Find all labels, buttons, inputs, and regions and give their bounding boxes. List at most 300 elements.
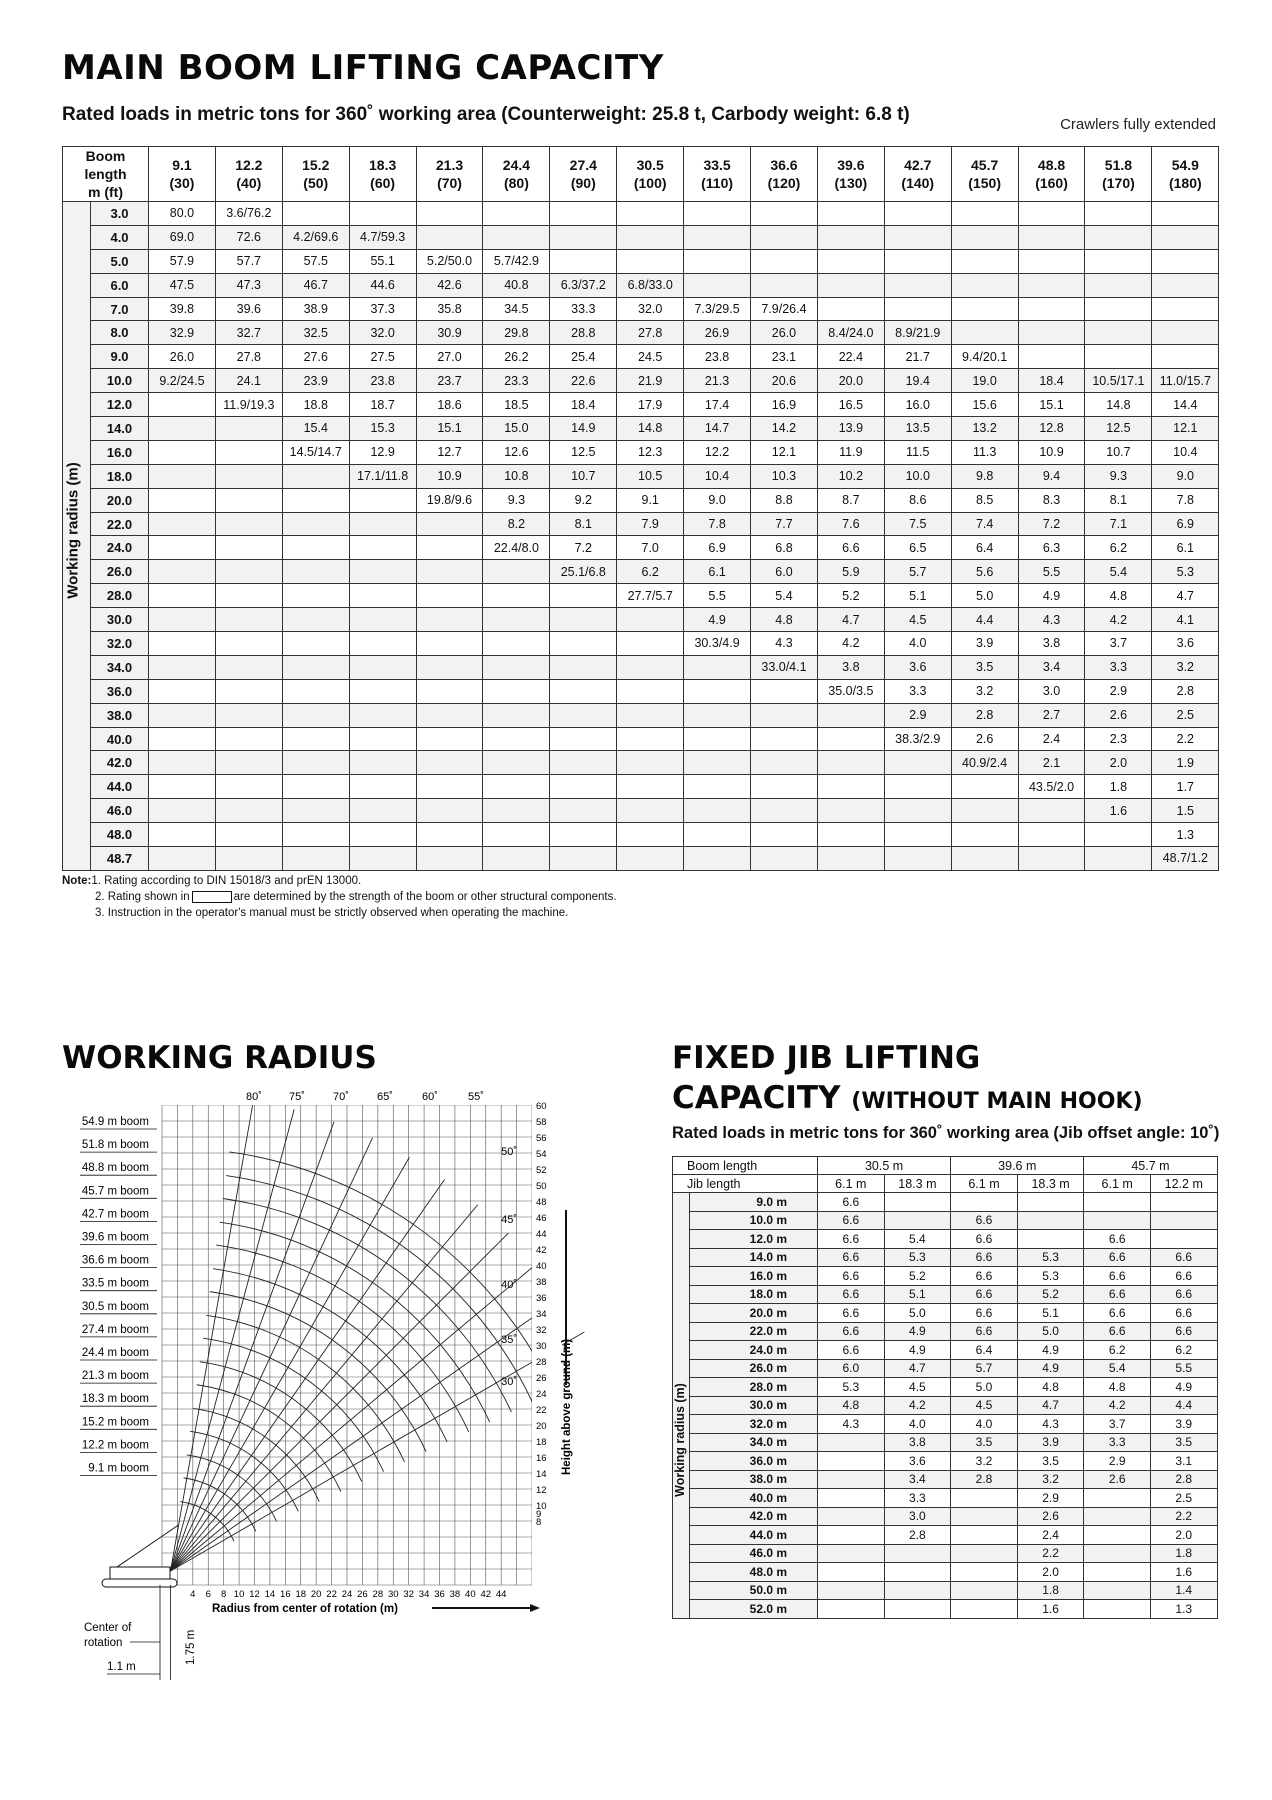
capacity-cell: 47.5 — [149, 273, 216, 297]
table-row — [673, 1470, 1218, 1489]
table-row — [63, 536, 1219, 560]
capacity-cell — [416, 703, 483, 727]
boom-length-header — [215, 147, 282, 202]
capacity-cell: 7.9/26.4 — [751, 297, 818, 321]
jib-capacity-cell: 6.6 — [818, 1267, 885, 1286]
capacity-cell — [416, 751, 483, 775]
capacity-cell: 72.6 — [215, 225, 282, 249]
capacity-cell — [416, 727, 483, 751]
boom-label: 12.2 m boom — [81, 1439, 149, 1452]
jib-capacity-cell: 1.8 — [1017, 1581, 1084, 1600]
capacity-cell: 4.2/69.6 — [282, 225, 349, 249]
jib-capacity-cell — [951, 1563, 1018, 1582]
capacity-cell: 8.3 — [1018, 488, 1085, 512]
jib-radius-cell: 9.0 m — [690, 1193, 818, 1212]
radius-cell: 46.0 — [91, 799, 149, 823]
table-row — [673, 1600, 1218, 1619]
radius-cell: 10.0 — [91, 369, 149, 393]
height-tick: 26 — [536, 1373, 547, 1384]
jib-capacity-cell: 5.0 — [884, 1304, 951, 1323]
capacity-cell — [349, 679, 416, 703]
boom-length-m: 9.1 — [172, 157, 192, 173]
capacity-cell: 8.8 — [751, 488, 818, 512]
capacity-cell: 6.9 — [684, 536, 751, 560]
jib-capacity-cell — [818, 1526, 885, 1545]
boom-length-header — [550, 147, 617, 202]
jib-capacity-cell: 5.7 — [951, 1359, 1018, 1378]
table-row — [63, 297, 1219, 321]
jib-capacity-cell: 6.6 — [1084, 1267, 1151, 1286]
table-row — [63, 799, 1219, 823]
capacity-cell: 4.0 — [884, 632, 951, 656]
jib-capacity-cell: 4.0 — [884, 1415, 951, 1434]
capacity-cell: 26.9 — [684, 321, 751, 345]
boom-length-ft: (90) — [570, 175, 596, 191]
capacity-cell — [1152, 321, 1219, 345]
capacity-cell: 5.5 — [684, 584, 751, 608]
capacity-cell — [349, 703, 416, 727]
boom-length-ft: (120) — [767, 175, 801, 191]
boom-length-m: 18.3 — [369, 157, 397, 173]
note-box-icon — [192, 891, 232, 903]
jib-capacity-cell: 6.6 — [951, 1322, 1018, 1341]
capacity-cell: 14.2 — [751, 417, 818, 441]
angle-label-top: 80˚ — [246, 1091, 262, 1103]
capacity-cell: 10.0 — [884, 464, 951, 488]
capacity-cell: 8.7 — [817, 488, 884, 512]
jib-capacity-cell: 1.3 — [1150, 1600, 1217, 1619]
capacity-cell — [349, 584, 416, 608]
capacity-cell: 19.8/9.6 — [416, 488, 483, 512]
capacity-cell: 39.6 — [215, 297, 282, 321]
capacity-cell — [617, 751, 684, 775]
capacity-cell: 2.6 — [1085, 703, 1152, 727]
capacity-cell — [483, 751, 550, 775]
jib-capacity-cell: 2.0 — [1150, 1526, 1217, 1545]
capacity-cell: 4.1 — [1152, 608, 1219, 632]
capacity-cell — [349, 655, 416, 679]
table-row — [63, 202, 1219, 226]
jib-capacity-cell: 1.6 — [1150, 1563, 1217, 1582]
capacity-cell: 4.9 — [1018, 584, 1085, 608]
jib-capacity-cell — [1084, 1211, 1151, 1230]
capacity-cell — [817, 297, 884, 321]
capacity-cell: 24.5 — [617, 345, 684, 369]
capacity-cell — [349, 488, 416, 512]
note-2a: 2. Rating shown in — [95, 891, 190, 903]
capacity-cell: 16.0 — [884, 393, 951, 417]
radius-cell: 9.0 — [91, 345, 149, 369]
capacity-cell: 26.0 — [149, 345, 216, 369]
radius-tick: 8 — [221, 1589, 227, 1600]
capacity-cell — [349, 775, 416, 799]
jib-capacity-cell: 3.2 — [951, 1452, 1018, 1471]
jib-capacity-cell: 3.6 — [884, 1452, 951, 1471]
capacity-cell: 23.1 — [751, 345, 818, 369]
capacity-cell: 10.2 — [817, 464, 884, 488]
height-tick: 14 — [536, 1469, 547, 1480]
jib-capacity-cell — [818, 1544, 885, 1563]
jib-capacity-cell — [1084, 1193, 1151, 1212]
jib-working-radius-axis-label: Working radius (m) — [672, 1383, 687, 1497]
jib-length-header: 6.1 m — [1084, 1175, 1151, 1193]
jib-radius-cell: 16.0 m — [690, 1267, 818, 1286]
jib-capacity-cell: 3.5 — [951, 1433, 1018, 1452]
capacity-cell: 3.2 — [1152, 655, 1219, 679]
capacity-cell — [751, 273, 818, 297]
boom-length-m: 12.2 — [235, 157, 263, 173]
radius-cell: 5.0 — [91, 249, 149, 273]
boom-label: 33.5 m boom — [81, 1277, 149, 1290]
capacity-cell — [282, 775, 349, 799]
x-axis-label: Radius from center of rotation (m) — [212, 1603, 398, 1615]
capacity-cell: 12.9 — [349, 440, 416, 464]
capacity-cell — [215, 608, 282, 632]
jib-boom-length-header: Boom length — [673, 1157, 818, 1175]
capacity-cell — [1152, 297, 1219, 321]
capacity-cell — [349, 727, 416, 751]
jib-capacity-cell: 4.4 — [1150, 1396, 1217, 1415]
table-row — [673, 1489, 1218, 1508]
capacity-cell — [1152, 273, 1219, 297]
jib-capacity-cell: 6.6 — [1150, 1304, 1217, 1323]
capacity-cell: 10.5/17.1 — [1085, 369, 1152, 393]
capacity-cell: 23.7 — [416, 369, 483, 393]
capacity-cell — [282, 655, 349, 679]
capacity-cell: 4.8 — [1085, 584, 1152, 608]
capacity-cell — [215, 847, 282, 871]
jib-capacity-cell: 4.2 — [1084, 1396, 1151, 1415]
capacity-cell: 23.8 — [349, 369, 416, 393]
jib-title-line2 — [672, 1080, 1143, 1116]
capacity-cell: 20.0 — [817, 369, 884, 393]
jib-capacity-cell: 6.6 — [1150, 1285, 1217, 1304]
boom-length-header — [1018, 147, 1085, 202]
capacity-cell — [282, 847, 349, 871]
capacity-cell: 6.9 — [1152, 512, 1219, 536]
capacity-cell: 46.7 — [282, 273, 349, 297]
capacity-cell — [684, 655, 751, 679]
capacity-cell — [1152, 202, 1219, 226]
radius-cell: 34.0 — [91, 655, 149, 679]
jib-capacity-cell: 6.6 — [1084, 1230, 1151, 1249]
capacity-cell — [149, 536, 216, 560]
capacity-cell: 9.2/24.5 — [149, 369, 216, 393]
capacity-cell — [416, 584, 483, 608]
capacity-cell — [215, 417, 282, 441]
jib-capacity-cell: 6.6 — [1150, 1248, 1217, 1267]
radius-tick: 26 — [357, 1589, 368, 1600]
capacity-cell: 13.9 — [817, 417, 884, 441]
capacity-cell — [349, 512, 416, 536]
jib-capacity-cell — [1084, 1489, 1151, 1508]
table-row — [673, 1544, 1218, 1563]
note-3: 3. Instruction in the operator's manual must be strictly observed when operating the machine. — [95, 907, 569, 919]
jib-capacity-cell: 3.8 — [884, 1433, 951, 1452]
capacity-cell — [282, 632, 349, 656]
table-row — [63, 655, 1219, 679]
jib-capacity-cell: 4.9 — [884, 1341, 951, 1360]
boom-label: 42.7 m boom — [81, 1208, 149, 1221]
capacity-cell — [215, 464, 282, 488]
capacity-cell — [215, 727, 282, 751]
capacity-cell — [684, 727, 751, 751]
radius-tick: 6 — [205, 1589, 211, 1600]
capacity-cell: 21.9 — [617, 369, 684, 393]
x-axis-arrowhead — [530, 1604, 540, 1612]
capacity-cell: 19.4 — [884, 369, 951, 393]
radius-cell: 18.0 — [91, 464, 149, 488]
jib-capacity-cell: 6.6 — [818, 1193, 885, 1212]
boom-length-header — [617, 147, 684, 202]
boom-length-m: 39.6 — [837, 157, 865, 173]
boom-length-header — [751, 147, 818, 202]
capacity-cell: 9.4/20.1 — [951, 345, 1018, 369]
capacity-cell: 15.1 — [1018, 393, 1085, 417]
note-label: Note: — [62, 875, 92, 887]
capacity-cell — [817, 823, 884, 847]
capacity-cell — [416, 632, 483, 656]
boom-label: 36.6 m boom — [81, 1254, 149, 1267]
radius-tick: 22 — [326, 1589, 337, 1600]
jib-capacity-cell: 6.6 — [1084, 1304, 1151, 1323]
capacity-cell — [951, 202, 1018, 226]
boom-label: 18.3 m boom — [81, 1393, 149, 1406]
table-row — [673, 1563, 1218, 1582]
capacity-cell — [1085, 273, 1152, 297]
capacity-cell: 4.4 — [951, 608, 1018, 632]
capacity-cell: 14.4 — [1152, 393, 1219, 417]
capacity-cell — [149, 560, 216, 584]
radius-cell: 20.0 — [91, 488, 149, 512]
boom-label: 27.4 m boom — [81, 1323, 149, 1336]
jib-capacity-cell: 3.4 — [884, 1470, 951, 1489]
capacity-cell: 2.7 — [1018, 703, 1085, 727]
capacity-cell: 12.8 — [1018, 417, 1085, 441]
boom-length-m: 21.3 — [435, 157, 464, 173]
jib-capacity-cell: 1.8 — [1150, 1544, 1217, 1563]
notes — [62, 873, 617, 921]
capacity-cell: 10.4 — [684, 464, 751, 488]
capacity-cell — [215, 440, 282, 464]
capacity-cell — [617, 703, 684, 727]
capacity-cell — [282, 823, 349, 847]
capacity-cell: 6.1 — [1152, 536, 1219, 560]
capacity-cell — [1085, 225, 1152, 249]
jib-capacity-cell: 5.4 — [1084, 1359, 1151, 1378]
height-tick: 28 — [536, 1357, 547, 1368]
capacity-cell — [149, 608, 216, 632]
jib-capacity-cell: 4.3 — [818, 1415, 885, 1434]
capacity-cell: 3.6 — [1152, 632, 1219, 656]
radius-tick: 12 — [249, 1589, 260, 1600]
capacity-cell: 3.4 — [1018, 655, 1085, 679]
capacity-cell: 1.7 — [1152, 775, 1219, 799]
capacity-cell: 11.9 — [817, 440, 884, 464]
boom-length-m: 51.8 — [1104, 157, 1133, 173]
jib-title-without-hook: (WITHOUT MAIN HOOK) — [851, 1089, 1143, 1114]
capacity-cell: 6.0 — [751, 560, 818, 584]
capacity-cell: 15.6 — [951, 393, 1018, 417]
jib-capacity-cell: 5.3 — [1017, 1248, 1084, 1267]
capacity-cell — [550, 202, 617, 226]
angle-label-top: 55˚ — [468, 1091, 484, 1103]
capacity-cell: 11.9/19.3 — [215, 393, 282, 417]
capacity-cell: 12.5 — [550, 440, 617, 464]
capacity-cell — [617, 823, 684, 847]
height-tick: 52 — [536, 1165, 547, 1176]
table-row — [673, 1581, 1218, 1600]
capacity-cell: 20.6 — [751, 369, 818, 393]
capacity-cell — [550, 727, 617, 751]
capacity-cell — [149, 751, 216, 775]
capacity-cell — [215, 751, 282, 775]
capacity-cell — [149, 417, 216, 441]
dim-height-label: 1.75 m — [185, 1629, 197, 1665]
capacity-cell: 27.0 — [416, 345, 483, 369]
boom-length-m: 15.2 — [302, 157, 330, 173]
jib-capacity-cell — [1084, 1600, 1151, 1619]
radius-tick: 32 — [403, 1589, 414, 1600]
height-tick: 10 — [536, 1501, 547, 1512]
capacity-cell — [684, 799, 751, 823]
capacity-cell — [282, 608, 349, 632]
capacity-cell: 15.1 — [416, 417, 483, 441]
capacity-cell — [617, 225, 684, 249]
note-2b: are determined by the strength of the boom or other structural components. — [233, 891, 617, 903]
capacity-cell — [149, 655, 216, 679]
capacity-cell — [416, 536, 483, 560]
jib-length-header: 18.3 m — [1017, 1175, 1084, 1193]
table-row — [63, 249, 1219, 273]
boom-label: 45.7 m boom — [81, 1185, 149, 1198]
capacity-cell — [550, 775, 617, 799]
jib-capacity-cell: 6.6 — [951, 1285, 1018, 1304]
boom-length-ft: (50) — [303, 175, 329, 191]
radius-tick: 4 — [190, 1589, 196, 1600]
boom-length-header — [149, 147, 216, 202]
capacity-cell: 5.7 — [884, 560, 951, 584]
center-label-2: rotation — [84, 1637, 123, 1649]
jib-capacity-cell: 3.3 — [1084, 1433, 1151, 1452]
capacity-cell: 3.8 — [1018, 632, 1085, 656]
capacity-cell — [884, 202, 951, 226]
capacity-cell: 9.0 — [684, 488, 751, 512]
jib-capacity-cell — [1017, 1230, 1084, 1249]
boom-length-m: 54.9 — [1171, 157, 1199, 173]
boom-length-ft: (30) — [169, 175, 195, 191]
capacity-cell: 2.9 — [1085, 679, 1152, 703]
jib-capacity-cell: 3.5 — [1150, 1433, 1217, 1452]
capacity-cell — [349, 202, 416, 226]
capacity-cell — [617, 655, 684, 679]
main-subtitle: Rated loads in metric tons for 360˚ working area (Counterweight: 25.8 t, Carbody weight: 6.8 t) — [62, 104, 910, 125]
radius-cell: 6.0 — [91, 273, 149, 297]
height-tick: 60 — [536, 1101, 547, 1112]
boom-length-header — [884, 147, 951, 202]
capacity-cell: 5.1 — [884, 584, 951, 608]
jib-capacity-cell: 6.6 — [818, 1248, 885, 1267]
capacity-cell: 32.5 — [282, 321, 349, 345]
table-row — [63, 679, 1219, 703]
capacity-cell — [282, 512, 349, 536]
capacity-cell — [884, 847, 951, 871]
capacity-cell: 11.5 — [884, 440, 951, 464]
capacity-cell — [884, 249, 951, 273]
radius-tick: 16 — [280, 1589, 291, 1600]
jib-capacity-cell: 4.8 — [1017, 1378, 1084, 1397]
capacity-cell — [1152, 225, 1219, 249]
jib-capacity-cell: 2.5 — [1150, 1489, 1217, 1508]
capacity-cell — [684, 703, 751, 727]
jib-radius-cell: 48.0 m — [690, 1563, 818, 1582]
jib-capacity-cell — [884, 1193, 951, 1212]
capacity-cell: 6.2 — [617, 560, 684, 584]
capacity-cell: 6.1 — [684, 560, 751, 584]
capacity-cell: 10.3 — [751, 464, 818, 488]
angle-ray — [170, 1157, 409, 1571]
capacity-cell: 10.7 — [1085, 440, 1152, 464]
jib-subtitle: Rated loads in metric tons for 360˚ working area (Jib offset angle: 10˚) — [672, 1124, 1220, 1142]
capacity-cell: 6.3/37.2 — [550, 273, 617, 297]
capacity-cell: 18.6 — [416, 393, 483, 417]
boom-length-m: 45.7 — [971, 157, 999, 173]
boom-label: 30.5 m boom — [81, 1300, 149, 1313]
radius-cell: 8.0 — [91, 321, 149, 345]
capacity-cell — [617, 608, 684, 632]
jib-capacity-cell: 6.6 — [1150, 1322, 1217, 1341]
capacity-cell — [1085, 249, 1152, 273]
capacity-cell: 40.9/2.4 — [951, 751, 1018, 775]
capacity-cell: 44.6 — [349, 273, 416, 297]
angle-label-side: 45˚ — [501, 1214, 517, 1226]
radius-cell: 3.0 — [91, 202, 149, 226]
capacity-cell: 5.2/50.0 — [416, 249, 483, 273]
jib-capacity-cell — [951, 1581, 1018, 1600]
radius-tick: 24 — [341, 1589, 353, 1600]
jib-capacity-cell: 3.3 — [884, 1489, 951, 1508]
boom-length-m: 42.7 — [904, 157, 932, 173]
capacity-cell: 17.1/11.8 — [349, 464, 416, 488]
jib-capacity-cell — [818, 1581, 885, 1600]
crane-crawler — [102, 1579, 177, 1587]
radius-tick: 10 — [233, 1589, 245, 1600]
boom-length-header — [483, 147, 550, 202]
radius-cell: 40.0 — [91, 727, 149, 751]
jib-capacity-cell — [818, 1489, 885, 1508]
jib-capacity-cell: 3.9 — [1017, 1433, 1084, 1452]
table-row — [673, 1507, 1218, 1526]
radius-cell: 16.0 — [91, 440, 149, 464]
table-row — [63, 751, 1219, 775]
jib-capacity-cell: 4.7 — [884, 1359, 951, 1378]
capacity-cell: 23.9 — [282, 369, 349, 393]
table-row — [673, 1359, 1218, 1378]
boom-label: 39.6 m boom — [81, 1231, 149, 1244]
capacity-cell — [282, 727, 349, 751]
capacity-cell: 14.9 — [550, 417, 617, 441]
capacity-cell — [282, 751, 349, 775]
capacity-cell: 3.7 — [1085, 632, 1152, 656]
capacity-cell — [684, 273, 751, 297]
height-tick: 40 — [536, 1261, 547, 1272]
capacity-cell — [349, 751, 416, 775]
table-row — [63, 847, 1219, 871]
jib-capacity-cell — [951, 1544, 1018, 1563]
capacity-cell — [817, 799, 884, 823]
jib-capacity-cell — [884, 1211, 951, 1230]
capacity-cell: 6.3 — [1018, 536, 1085, 560]
